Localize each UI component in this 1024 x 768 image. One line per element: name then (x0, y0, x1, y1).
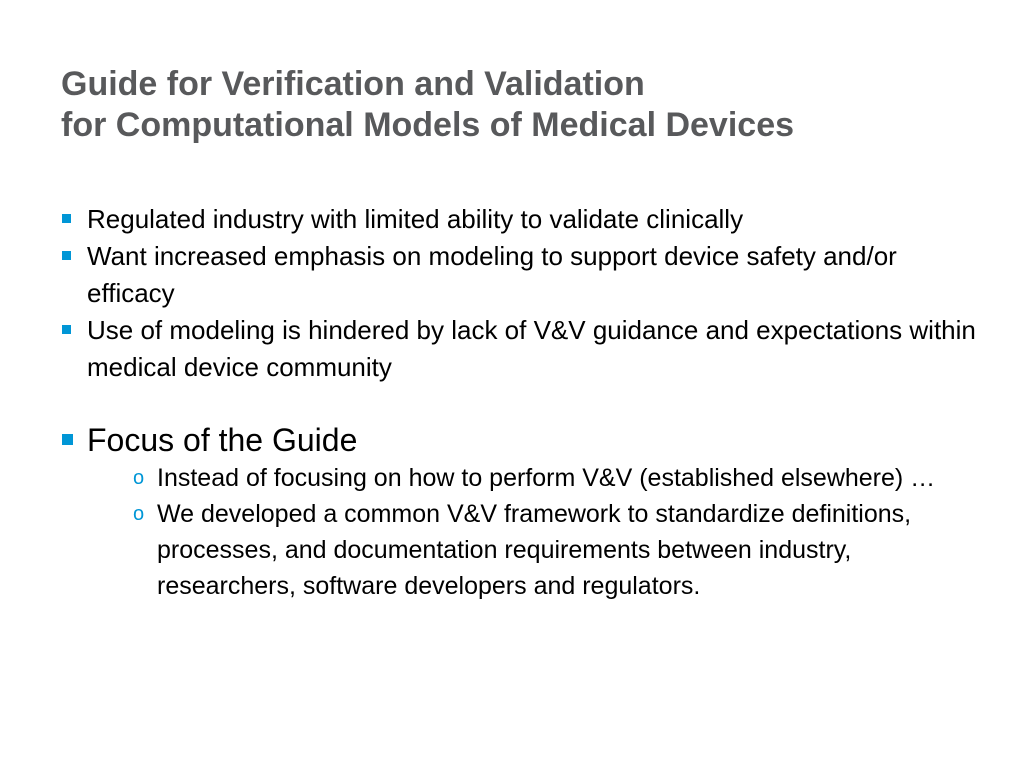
bullet-item (61, 312, 991, 386)
bullet-item (61, 201, 991, 238)
bullet-text: Regulated industry with limited ability to validate clinically (87, 204, 744, 234)
bullet-text: Use of modeling is hindered by lack of V&V guidance and expectations within medical device community (87, 315, 976, 382)
circle-bullet-icon: o (133, 467, 145, 489)
sub-bullet-list (87, 460, 991, 604)
focus-bullet (61, 420, 991, 604)
title-line-1: Guide for Verification and Validation (61, 65, 645, 103)
sub-bullet-text: Instead of focusing on how to perform V&V (established elsewhere) … (157, 464, 936, 492)
sub-bullet-item (131, 496, 991, 604)
sub-bullet-item (131, 460, 991, 496)
bullet-text: Want increased emphasis on modeling to support device safety and/or efficacy (87, 241, 897, 308)
bullet-item (61, 238, 991, 312)
square-bullet-icon (62, 325, 71, 334)
title-line-2: for Computational Models of Medical Devices (61, 106, 795, 144)
square-bullet-icon (62, 434, 73, 445)
slide-title (61, 64, 794, 146)
sub-bullet-text: We developed a common V&V framework to standardize definitions, processes, and documentation requirements between industry, researchers, software developers and regulators. (157, 500, 912, 600)
square-bullet-icon (62, 251, 71, 260)
focus-heading: Focus of the Guide (87, 422, 358, 458)
square-bullet-icon (62, 214, 71, 223)
bullet-list (61, 201, 991, 604)
circle-bullet-icon: o (133, 503, 145, 525)
